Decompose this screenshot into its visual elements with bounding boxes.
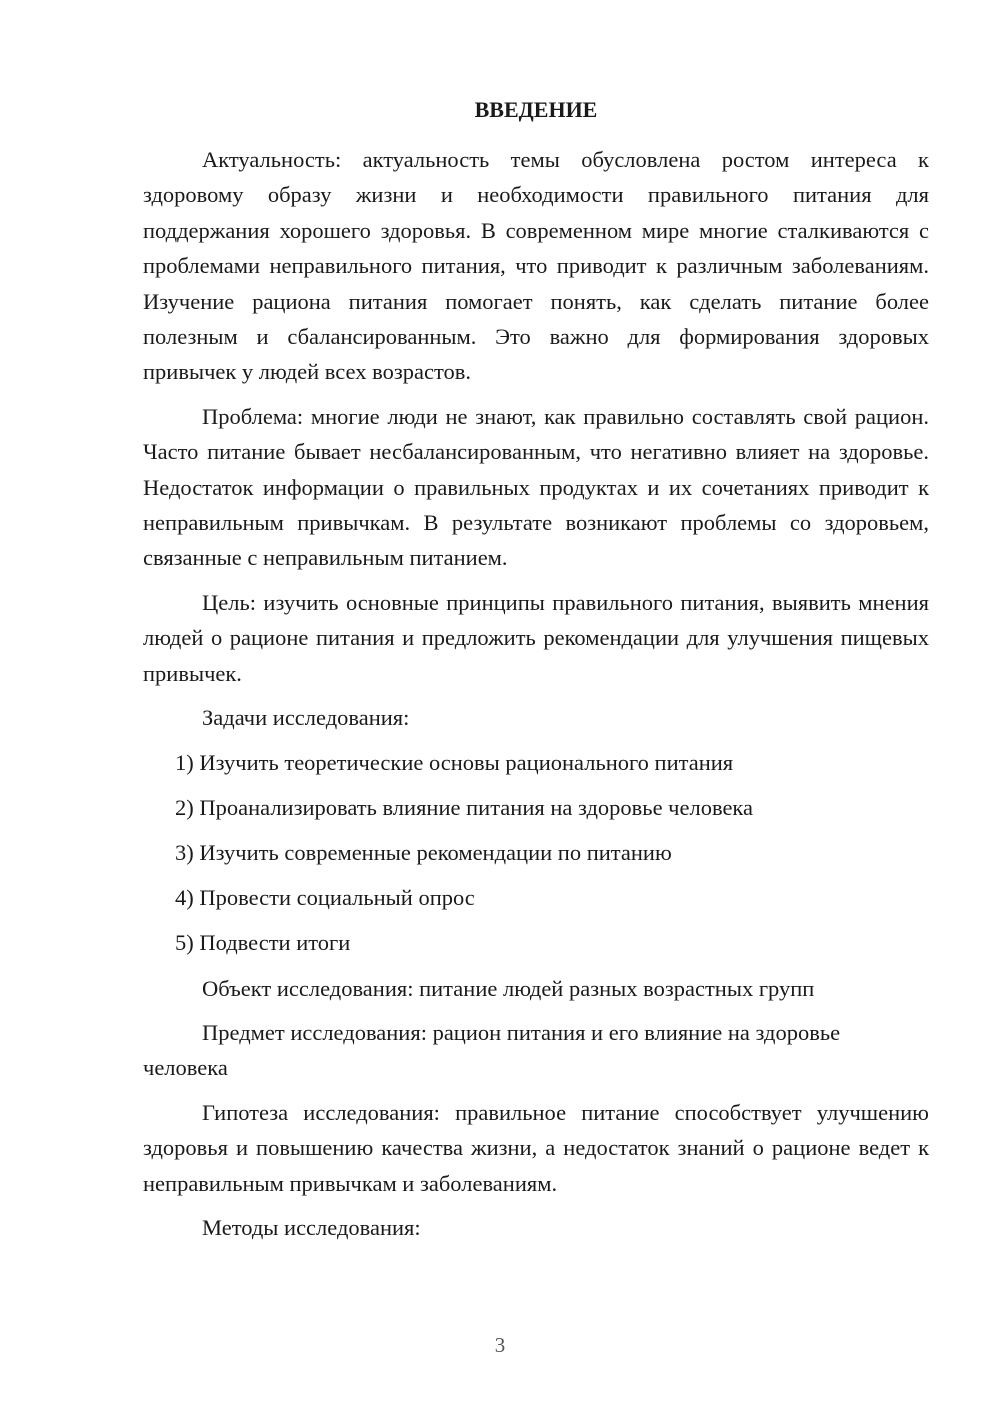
document-body xyxy=(143,142,929,1254)
subject-paragraph: Предмет исследования: рацион питания и его влияние на здоровье человека xyxy=(143,1019,841,1081)
problem-paragraph: Проблема: многие люди не знают, как правильно составлять свой рацион. Часто питание бывает несбалансированным, что негативно влияет на здоровье. Недостаток информации о правильных продуктах и их сочетаниях приводит к неправильным привычкам. В результате возникают проблемы со здоровьем, связанные с неправильным питанием. xyxy=(143,403,929,571)
hypothesis-paragraph: Гипотеза исследования: правильное питание способствует улучшению здоровья и повышению качества жизни, а недостаток знаний о рационе ведет к неправильным привычкам и заболеваниям. xyxy=(143,1099,929,1196)
page-number: 3 xyxy=(494,1333,506,1357)
section-title: ВВЕДЕНИЕ xyxy=(474,97,598,122)
object-paragraph: Объект исследования: питание людей разных возрастных групп xyxy=(202,975,815,1001)
goal-paragraph: Цель: изучить основные принципы правильного питания, выявить мнения людей о рационе питания и предложить рекомендации для улучшения пищевых привычек. xyxy=(143,589,929,686)
task-item: 4) Провести социальный опрос xyxy=(175,885,475,911)
task-item: 1) Изучить теоретические основы рационального питания xyxy=(175,749,734,775)
tasks-heading: Задачи исследования: xyxy=(202,705,410,731)
task-item: 2) Проанализировать влияние питания на здоровье человека xyxy=(175,794,754,820)
task-item: 3) Изучить современные рекомендации по питанию xyxy=(175,839,672,865)
task-item: 5) Подвести итоги xyxy=(175,930,351,956)
methods-paragraph: Методы исследования: xyxy=(202,1214,421,1240)
relevance-paragraph: Актуальность: актуальность темы обусловлена ростом интереса к здоровому образу жизни и необходимости правильного питания для поддержания хорошего здоровья. В современном мире многие сталкиваются с проблемами неправильного питания, что приводит к различным заболеваниям. Изучение рациона питания помогает понять, как сделать питание более полезным и сбалансированным. Это важно для формирования здоровых привычек у людей всех возрастов. xyxy=(143,147,929,385)
